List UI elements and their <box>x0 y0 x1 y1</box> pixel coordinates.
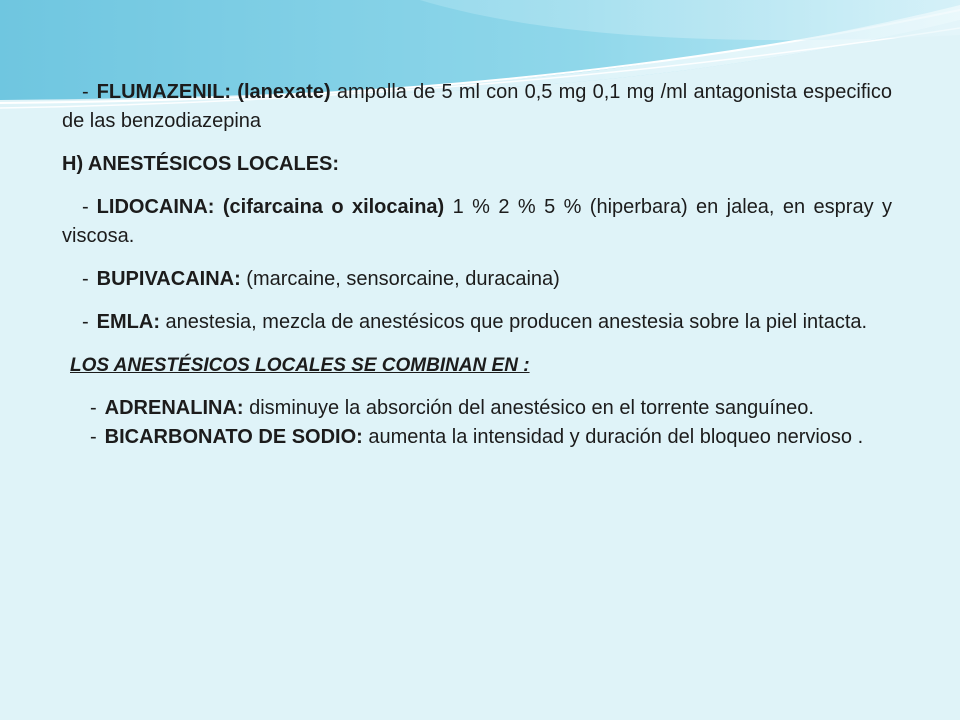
emla-paragraph <box>62 308 892 337</box>
flumazenil-paragraph <box>62 78 892 136</box>
drug-name: EMLA: <box>96 311 160 333</box>
bullet-dash: - <box>90 397 97 419</box>
drug-name: ADRENALINA: <box>104 397 244 419</box>
drug-name: BUPIVACAINA: <box>96 268 241 290</box>
adrenalina-paragraph <box>70 394 892 423</box>
section-heading: H) ANESTÉSICOS LOCALES: <box>62 153 340 175</box>
drug-name: LIDOCAINA: <box>96 196 215 218</box>
bullet-dash: - <box>82 311 89 333</box>
bullet-dash: - <box>82 196 89 218</box>
drug-description: disminuye la absorción del anestésico en el torrente sanguíneo. <box>243 397 814 419</box>
drug-name: FLUMAZENIL: <box>96 81 232 103</box>
bicarbonato-paragraph <box>70 423 892 452</box>
drug-brand: (lanexate) <box>237 81 331 103</box>
combine-heading: LOS ANESTÉSICOS LOCALES SE COMBINAN EN : <box>70 355 530 376</box>
bullet-dash: - <box>82 81 89 103</box>
drug-description: 1 % 2 % 5 % (hiperbara) en jalea, en espray y viscosa. <box>62 196 892 247</box>
drug-description: ampolla de 5 ml con 0,5 mg 0,1 mg /ml antagonista especifico de las benzodiazepina <box>62 81 892 132</box>
drug-description: aumenta la intensidad y duración del bloqueo nervioso . <box>362 426 864 448</box>
drug-description: (marcaine, sensorcaine, duracaina) <box>240 268 560 290</box>
drug-name: BICARBONATO DE SODIO: <box>104 426 363 448</box>
lidocaina-paragraph <box>62 193 892 251</box>
drug-description: anestesia, mezcla de anestésicos que producen anestesia sobre la piel intacta. <box>160 311 868 333</box>
drug-brand: (cifarcaina o xilocaina) <box>222 196 445 218</box>
bupivacaina-paragraph <box>62 265 892 294</box>
slide-content <box>62 78 892 452</box>
bullet-dash: - <box>82 268 89 290</box>
bullet-dash: - <box>90 426 97 448</box>
